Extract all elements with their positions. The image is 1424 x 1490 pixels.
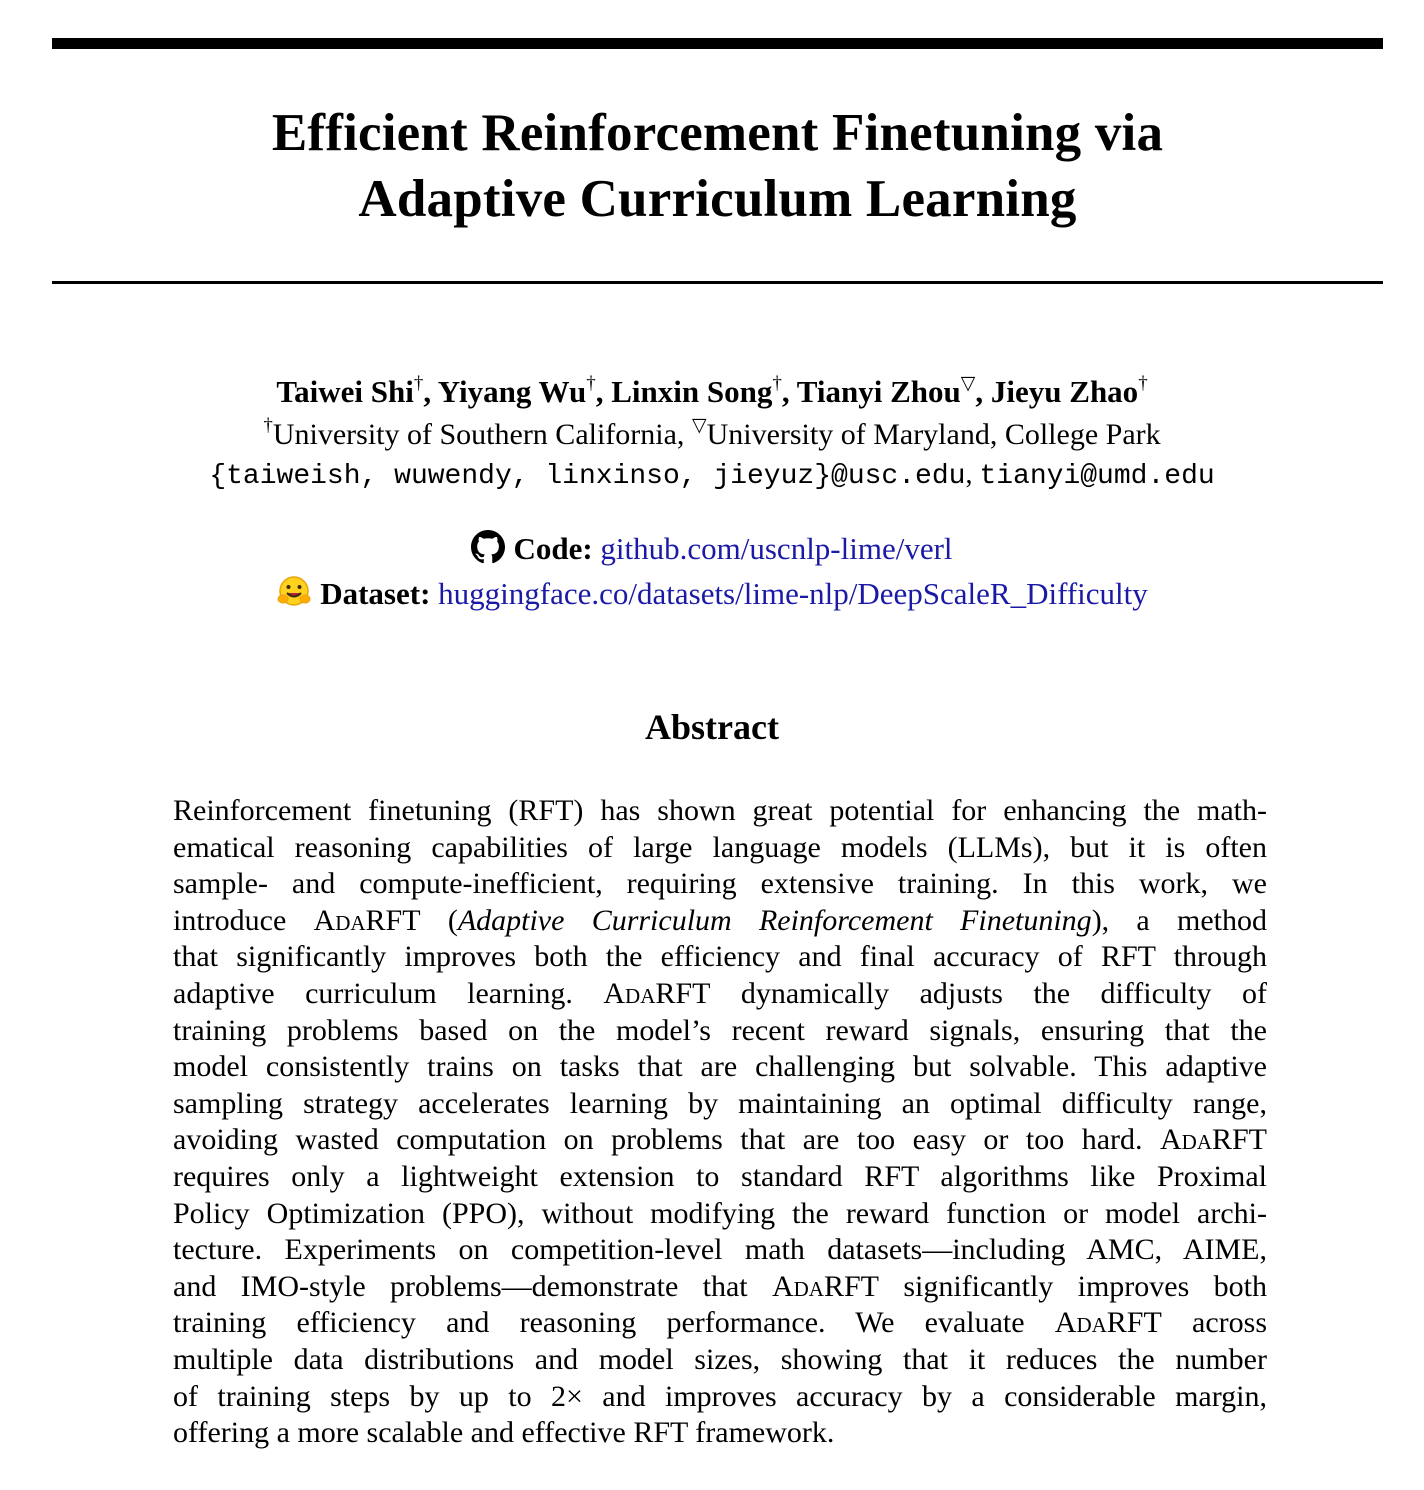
top-rule [52, 38, 1383, 49]
abstract-text: multiple data distributions and model sizes, showing that it reduces the number [173, 1342, 1267, 1376]
abstract-text: sampling strategy accelerates learning by maintaining an optimal difficulty range, [173, 1086, 1267, 1120]
author-name: Tianyi Zhou [796, 374, 961, 409]
affil-mark: † [263, 415, 273, 436]
method-expansion: Adaptive Curriculum Reinforcement Finetuning [457, 903, 1092, 937]
author-affil-mark: ▽ [960, 373, 976, 394]
author-affil-mark: † [1138, 373, 1148, 394]
author-name: Taiwei Shi [276, 374, 414, 409]
abstract-line [173, 1159, 1267, 1196]
abstract-text: ematical reasoning capabilities of large language models (LLMs), but it is often [173, 830, 1267, 864]
abstract-text: significantly improves both [878, 1269, 1267, 1303]
email-umd[interactable]: tianyi@umd.edu [979, 461, 1215, 492]
abstract-text: adaptive curriculum learning. [173, 976, 604, 1010]
abstract-line [173, 1269, 1267, 1306]
abstract-text: tecture. Experiments on competition-level math datasets—including AMC, AIME, [173, 1233, 1267, 1267]
abstract-line [173, 903, 1267, 940]
abstract-line [173, 976, 1267, 1013]
affiliation-usc: University of Southern California, [272, 418, 685, 451]
author-name: Linxin Song [611, 374, 773, 409]
dataset-link-line [0, 574, 1424, 619]
abstract-body [173, 793, 1267, 1452]
abstract-text: offering a more scalable and effective RFT framework. [173, 1416, 835, 1450]
method-name: AdaRFT [1159, 1123, 1267, 1157]
abstract-text: across [1161, 1306, 1267, 1340]
title-line-1: Efficient Reinforcement Finetuning via [271, 104, 1164, 162]
author-list: Taiwei Shi†, Yiyang Wu†, Linxin Song†, Tianyi Zhou▽, Jieyu Zhao† [276, 373, 1148, 409]
hugging-face-icon [276, 575, 312, 619]
abstract-text: training efficiency and reasoning performance. We evaluate [173, 1306, 1055, 1340]
paper-title [52, 100, 1383, 232]
affiliations [0, 415, 1424, 455]
method-name: AdaRFT [771, 1269, 879, 1303]
abstract-text: and IMO-style problems—demonstrate that [173, 1269, 772, 1303]
method-name: AdaRFT [313, 903, 421, 937]
email-usc[interactable]: {taiweish, wuwendy, linxinso, jieyuz}@usc.edu [209, 461, 966, 492]
dataset-label: Dataset: [320, 576, 431, 611]
abstract-text: ( [420, 903, 458, 937]
abstract-line [173, 1049, 1267, 1086]
abstract-line [173, 1305, 1267, 1342]
abstract-line [173, 1122, 1267, 1159]
code-link[interactable]: github.com/uscnlp-lime/verl [600, 531, 953, 566]
abstract-text: Reinforcement finetuning (RFT) has shown great potential for enhancing the math- [173, 794, 1267, 827]
author-name: Jieyu Zhao [990, 374, 1139, 409]
abstract-line [173, 866, 1267, 903]
affiliation-umd: University of Maryland, College Park [706, 418, 1161, 451]
abstract-text: ), a method [1091, 903, 1267, 937]
author-affil-mark: † [586, 373, 596, 394]
title-line-2: Adaptive Curriculum Learning [358, 170, 1077, 228]
dataset-link[interactable]: huggingface.co/datasets/lime-nlp/DeepScaleR_Difficulty [438, 576, 1148, 611]
abstract-text: of training steps by up to 2× and improves accuracy by a considerable margin, [173, 1379, 1267, 1413]
method-name: AdaRFT [1054, 1306, 1162, 1340]
author-affil-mark: † [772, 373, 782, 394]
code-link-line [0, 529, 1424, 574]
code-label: Code: [513, 531, 593, 566]
abstract-text: requires only a lightweight extension to standard RFT algorithms like Proximal [173, 1159, 1267, 1193]
abstract-text: model consistently trains on tasks that are challenging but solvable. This adaptive [173, 1050, 1267, 1084]
abstract-text: avoiding wasted computation on problems that are too easy or too hard. [173, 1123, 1160, 1157]
abstract-text: training problems based on the model’s recent reward signals, ensuring that the [173, 1013, 1267, 1047]
abstract-line [173, 1086, 1267, 1123]
title-bottom-rule [52, 281, 1383, 284]
abstract-line [173, 1232, 1267, 1269]
abstract-text: Policy Optimization (PPO), without modifying the reward function or model archi- [173, 1196, 1267, 1230]
abstract-line [173, 1342, 1267, 1379]
method-name: AdaRFT [603, 976, 711, 1010]
affil-mark: ▽ [691, 415, 707, 436]
author-name: Yiyang Wu [437, 374, 587, 409]
abstract-line [173, 793, 1267, 830]
abstract-line [173, 1013, 1267, 1050]
abstract-line [173, 939, 1267, 976]
abstract-text: that significantly improves both the efficiency and final accuracy of RFT through [173, 940, 1267, 974]
abstract-text: dynamically adjusts the difficulty of [710, 976, 1267, 1010]
email-separator: , [965, 459, 973, 490]
author-emails [0, 455, 1424, 497]
author-affil-mark: † [413, 373, 424, 394]
abstract-text: introduce [173, 903, 314, 937]
abstract-line [173, 1379, 1267, 1416]
abstract-line [173, 830, 1267, 867]
abstract-heading: Abstract [645, 707, 779, 747]
abstract-text: sample- and compute-inefficient, requiring extensive training. In this work, we [173, 867, 1267, 901]
abstract-line [173, 1415, 1267, 1452]
github-icon [471, 530, 505, 574]
abstract-line [173, 1196, 1267, 1233]
